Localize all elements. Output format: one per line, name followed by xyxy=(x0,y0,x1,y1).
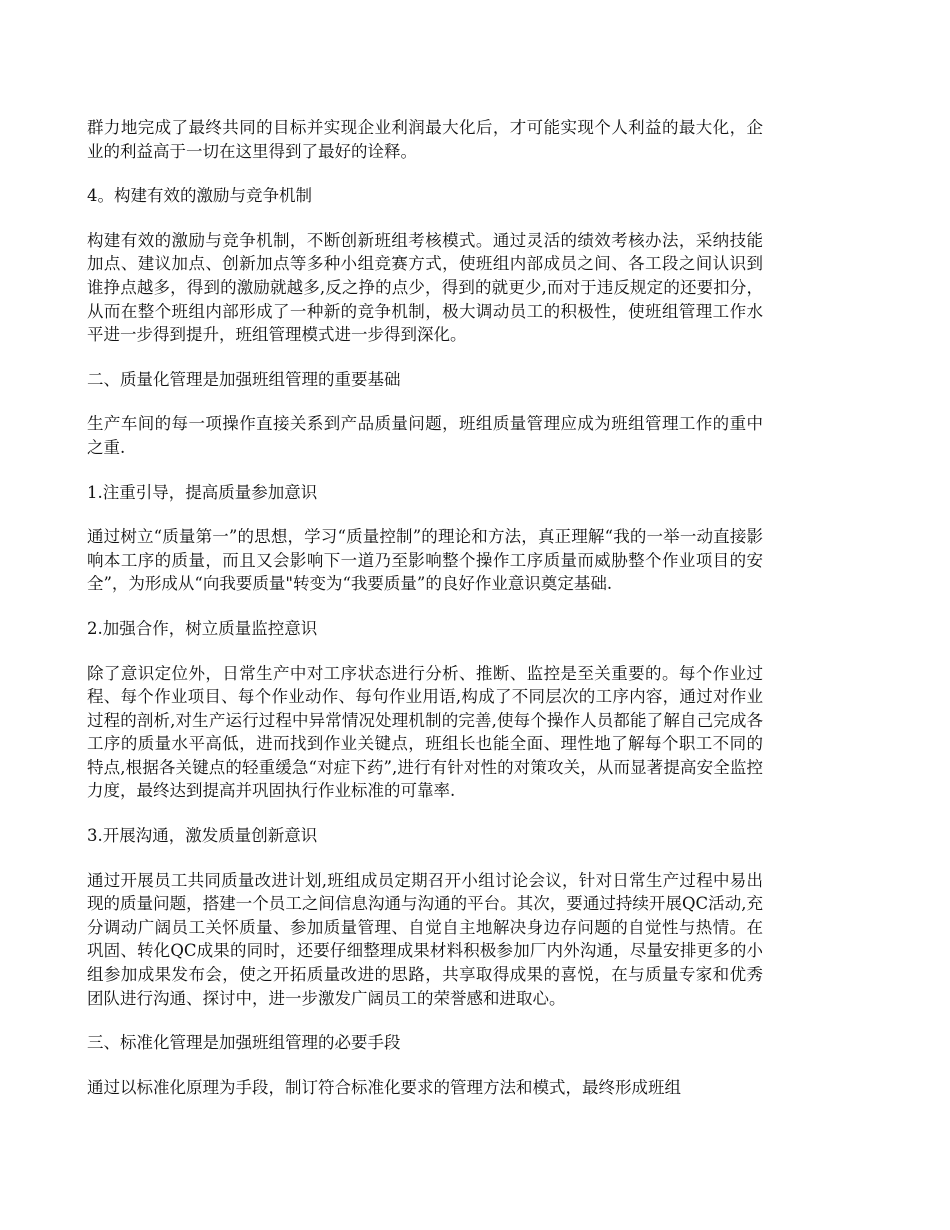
subheading-quality-innovation: 3.开展沟通，激发质量创新意识 xyxy=(87,826,318,846)
paragraph-quality-management: 生产车间的每一项操作直接关系到产品质量问题，班组质量管理应成为班组管理工作的重中之重. xyxy=(87,414,763,457)
paragraph-quality-monitoring: 除了意识定位外，日常生产中对工序状态进行分析、推断、监控是至关重要的。每个作业过程、每个作业项目、每个作业动作、每句作业用语,构成了不同层次的工序内容，通过对作业过程的剖析,对生产运行过程中异常情况处理机制的完善,使每个操作人员都能了解自己完成各工序的质量水平高低，进而找到作业关键点，班组长也能全面、理性地了解每个职工不同的特点,根据各关键点的轻重缓急“对症下药”,进行有针对性的对策攻关，从而显著提高安全监控力度，最终达到提高并巩固执行作业标准的可靠率. xyxy=(87,663,763,801)
section-heading-incentive-mechanism: 4。构建有效的激励与竞争机制 xyxy=(87,186,312,206)
subheading-quality-awareness: 1.注重引导，提高质量参加意识 xyxy=(87,482,318,502)
paragraph-quality-innovation: 通过开展员工共同质量改进计划,班组成员定期召开小组讨论会议，针对日常生产过程中易出现的质量问题，搭建一个员工之间信息沟通与沟通的平台。其次，要通过持续开展QC活动,充分调动广阔员工关怀质量、参加质量管理、自觉自主地解决身边存问题的自觉性与热情。在巩固、转化QC成果的同时，还要仔细整理成果材料积极参加厂内外沟通，尽量安排更多的小组参加成果发布会，使之开拓质量改进的思路，共享取得成果的喜悦，在与质量专家和优秀团队进行沟通、探讨中，进一步激发广阔员工的荣誉感和进取心。 xyxy=(87,870,763,1008)
paragraph-intro-continuation: 群力地完成了最终共同的目标并实现企业利润最大化后，才可能实现个人利益的最大化，企业的利益高于一切在这里得到了最好的诠释。 xyxy=(87,118,763,161)
paragraph-quality-awareness: 通过树立“质量第一”的思想，学习“质量控制”的理论和方法，真正理解“我的一举一动直接影响本工序的质量，而且又会影响下一道乃至影响整个操作工序质量而威胁整个作业项目的安全”，为形成从“向我要质量"转变为“我要质量”的良好作业意识奠定基础. xyxy=(87,527,763,594)
subheading-quality-monitoring: 2.加强合作，树立质量监控意识 xyxy=(87,618,318,638)
paragraph-incentive-mechanism: 构建有效的激励与竞争机制，不断创新班组考核模式。通过灵活的绩效考核办法，采纳技能加点、建议加点、创新加点等多种小组竞赛方式，使班组内部成员之间、各工段之间认识到谁挣点越多，得到的激励就越多,反之挣的点少，得到的就更少,而对于违反规定的还要扣分，从而在整个班组内部形成了一种新的竞争机制，极大调动员工的积极性，使班组管理工作水平进一步得到提升，班组管理模式进一步得到深化。 xyxy=(87,230,763,345)
section-heading-quality-management: 二、质量化管理是加强班组管理的重要基础 xyxy=(87,369,401,389)
section-heading-standardization: 三、标准化管理是加强班组管理的必要手段 xyxy=(87,1033,401,1053)
paragraph-standardization: 通过以标准化原理为手段，制订符合标准化要求的管理方法和模式，最终形成班组 xyxy=(87,1077,681,1097)
document-body xyxy=(87,116,763,1120)
